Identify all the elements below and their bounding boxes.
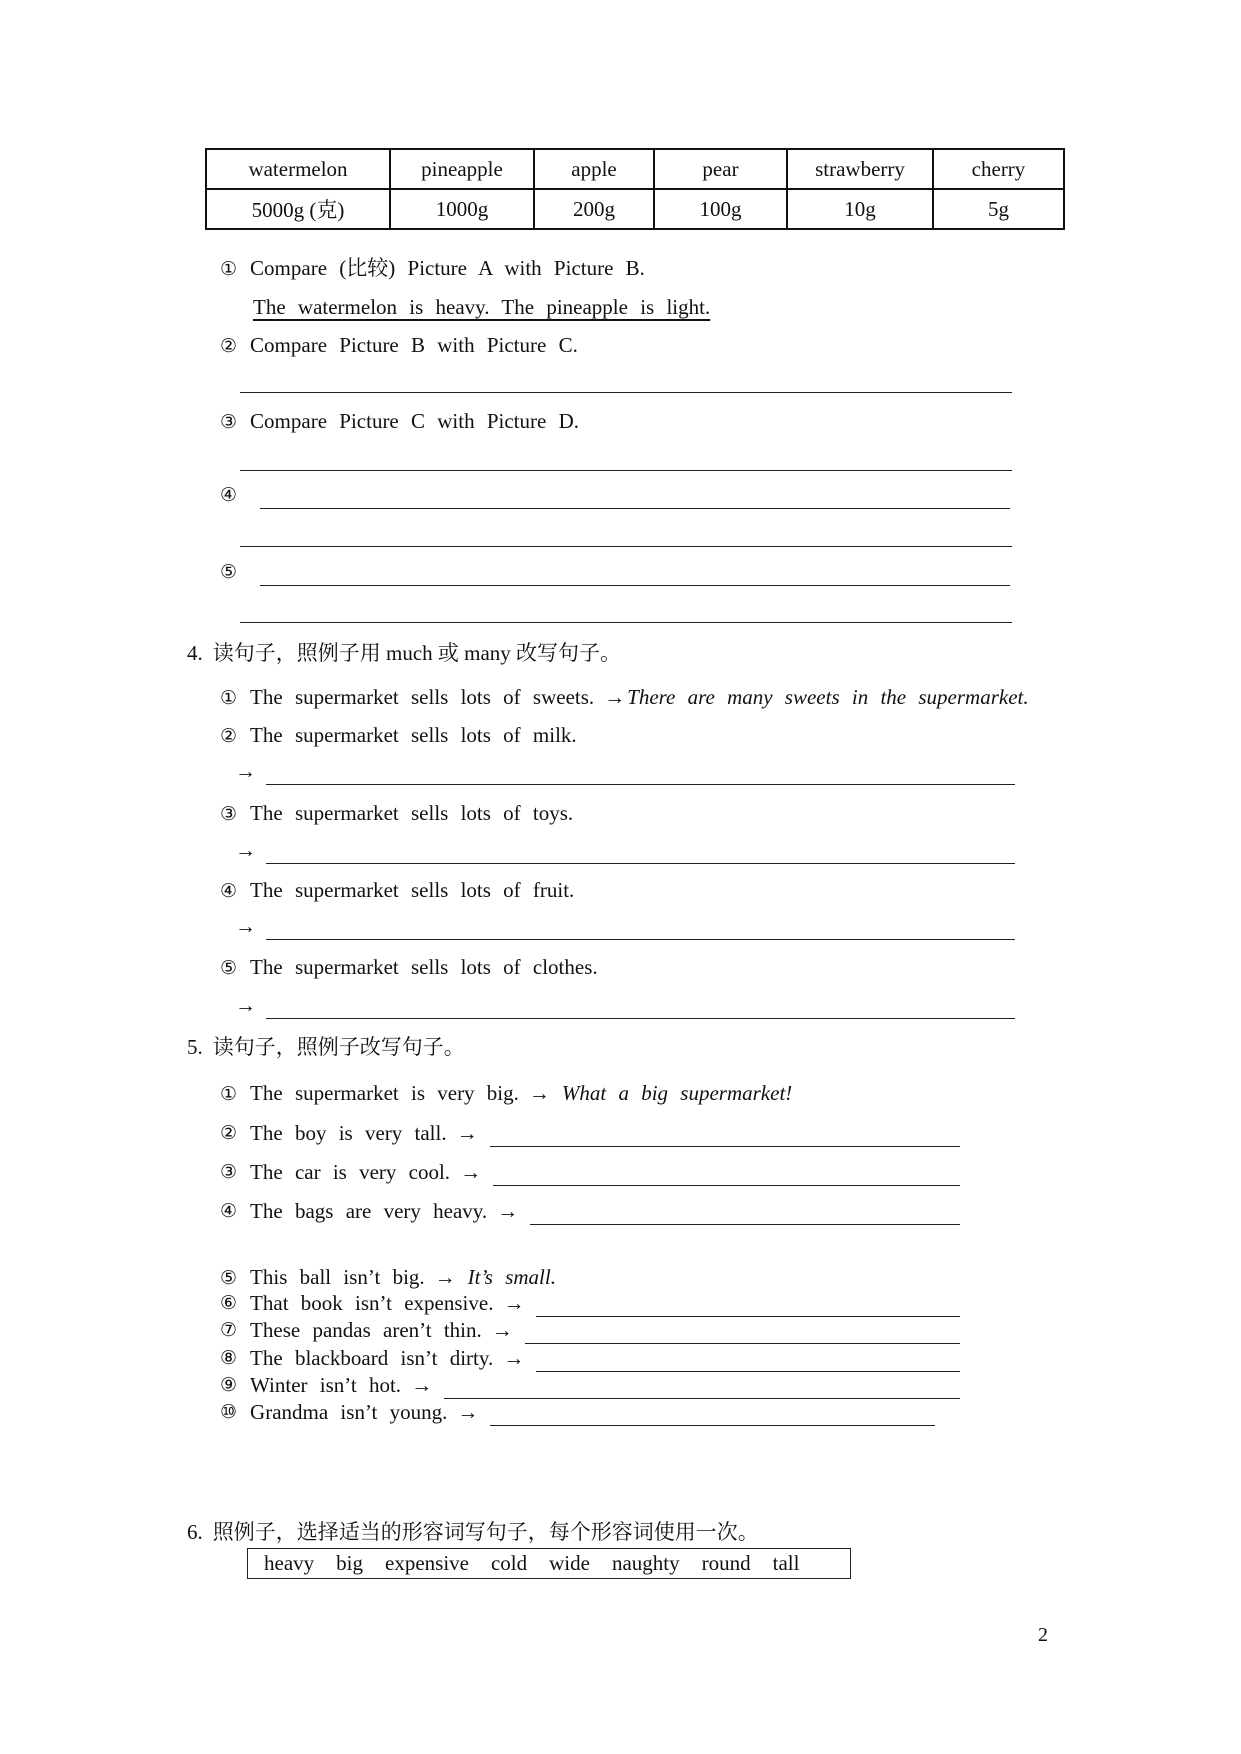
arrow-icon: → xyxy=(235,914,256,938)
compare-item-3 xyxy=(220,408,579,436)
section5-item-6-prompt: That book isn’t expensive. xyxy=(250,1291,494,1315)
section5-item-7 xyxy=(220,1317,960,1344)
arrow-icon: → xyxy=(503,1291,525,1315)
answer-line xyxy=(490,1400,935,1426)
section5-item-9-prompt: Winter isn’t hot. xyxy=(250,1373,402,1397)
arrow-icon: → xyxy=(604,685,626,709)
compare-item-1 xyxy=(220,255,645,283)
compare-item-1-example-answer: The watermelon is heavy. The pineapple is light. xyxy=(253,295,711,319)
section4-item-5-prompt: The supermarket sells lots of clothes. xyxy=(250,955,598,979)
adjective-word: heavy xyxy=(264,1551,315,1575)
arrow-icon: → xyxy=(411,1373,433,1397)
section5-item-10-prompt: Grandma isn’t young. xyxy=(250,1400,448,1424)
item-number: ① xyxy=(220,258,238,280)
section4-item-5 xyxy=(220,954,598,982)
answer-line xyxy=(536,1346,960,1372)
answer-line xyxy=(444,1373,960,1399)
arrow-icon: → xyxy=(434,1265,456,1289)
answer-line xyxy=(240,470,1012,471)
item-number: ③ xyxy=(220,803,238,825)
weight-table-header-row xyxy=(206,149,1064,189)
adjective-word-bank xyxy=(247,1548,851,1579)
section5-item-1 xyxy=(220,1080,792,1108)
adjective-word: big xyxy=(336,1551,363,1575)
arrow-icon: → xyxy=(235,993,256,1017)
section5-header xyxy=(187,1034,465,1061)
arrow-icon: → xyxy=(235,759,256,783)
section5-item-4-prompt: The bags are very heavy. xyxy=(250,1199,488,1223)
section5-title: 读句子，照例子改写句子。 xyxy=(212,1035,465,1059)
arrow-icon: → xyxy=(491,1318,513,1342)
item-number: ⑦ xyxy=(220,1319,238,1341)
item-number: ② xyxy=(220,1122,238,1144)
answer-line xyxy=(266,993,1015,1019)
answer-line xyxy=(536,1291,960,1317)
adjective-word: tall xyxy=(772,1551,800,1575)
item-number: ⑥ xyxy=(220,1292,238,1314)
section4-item-5-answer-row xyxy=(235,992,1015,1019)
weight-table xyxy=(205,148,1065,230)
answer-line xyxy=(530,1199,960,1225)
table-value-cell: 5000g (克) xyxy=(206,189,390,229)
section4-item-2-prompt: The supermarket sells lots of milk. xyxy=(250,723,577,747)
item-number: ③ xyxy=(220,411,238,433)
table-value-cell: 1000g xyxy=(390,189,534,229)
arrow-icon: → xyxy=(456,1121,478,1145)
arrow-icon: → xyxy=(457,1400,479,1424)
section5-item-2-prompt: The boy is very tall. xyxy=(250,1121,447,1145)
item-number: ⑤ xyxy=(220,561,238,583)
section5-item-4 xyxy=(220,1198,960,1225)
item-number: ⑧ xyxy=(220,1347,238,1369)
answer-line xyxy=(240,392,1012,393)
item-number: ⑤ xyxy=(220,1267,238,1289)
adjective-word: expensive xyxy=(385,1551,469,1575)
section4-item-4-prompt: The supermarket sells lots of fruit. xyxy=(250,878,575,902)
item-number: ② xyxy=(220,725,238,747)
section6-title: 照例子，选择适当的形容词写句子，每个形容词使用一次。 xyxy=(212,1520,759,1544)
section5-item-7-prompt: These pandas aren’t thin. xyxy=(250,1318,482,1342)
table-value-cell: 5g xyxy=(933,189,1064,229)
arrow-icon: → xyxy=(497,1199,519,1223)
answer-line xyxy=(266,914,1015,940)
item-number: ① xyxy=(220,687,238,709)
arrow-icon: → xyxy=(235,838,256,862)
section4-item-1-prompt: The supermarket sells lots of sweets. xyxy=(250,685,595,709)
section4-item-3-prompt: The supermarket sells lots of toys. xyxy=(250,801,574,825)
item-number: ⑩ xyxy=(220,1401,238,1423)
item-number: ① xyxy=(220,1083,238,1105)
table-header-cell: apple xyxy=(534,149,654,189)
section4-item-4 xyxy=(220,877,574,905)
item-number: ⑨ xyxy=(220,1374,238,1396)
adjective-word: wide xyxy=(549,1551,590,1575)
section4-item-1 xyxy=(220,684,1029,712)
table-header-cell: pineapple xyxy=(390,149,534,189)
answer-line xyxy=(266,759,1015,785)
section5-item-5 xyxy=(220,1264,556,1292)
answer-line xyxy=(260,560,1010,586)
section5-item-6 xyxy=(220,1290,960,1317)
section4-item-2-answer-row xyxy=(235,758,1015,785)
table-header-cell: strawberry xyxy=(787,149,933,189)
section4-header xyxy=(187,640,621,667)
section5-item-3-prompt: The car is very cool. xyxy=(250,1160,451,1184)
item-number: ② xyxy=(220,335,238,357)
table-header-cell: cherry xyxy=(933,149,1064,189)
section4-item-4-answer-row xyxy=(235,913,1015,940)
item-number: ⑤ xyxy=(220,957,238,979)
item-number: ③ xyxy=(220,1161,238,1183)
section5-item-8 xyxy=(220,1345,960,1372)
section5-item-1-example-answer: What a big supermarket! xyxy=(561,1081,793,1105)
answer-line xyxy=(266,838,1015,864)
item-number: ④ xyxy=(220,1200,238,1222)
section5-item-10 xyxy=(220,1399,935,1426)
section4-item-1-example-answer: There are many sweets in the supermarket. xyxy=(627,685,1029,709)
answer-line xyxy=(493,1160,960,1186)
item-number: ④ xyxy=(220,880,238,902)
section5-item-2 xyxy=(220,1120,960,1147)
section5-item-8-prompt: The blackboard isn’t dirty. xyxy=(250,1346,494,1370)
arrow-icon: → xyxy=(460,1160,482,1184)
adjective-word: cold xyxy=(490,1551,528,1575)
section4-item-3 xyxy=(220,800,573,828)
section4-item-2 xyxy=(220,722,577,750)
answer-line xyxy=(260,483,1010,509)
item-number: ④ xyxy=(220,484,238,506)
compare-item-1-prompt: Compare (比较) Picture A with Picture B. xyxy=(250,256,645,280)
table-header-cell: watermelon xyxy=(206,149,390,189)
page-number: 2 xyxy=(1038,1624,1048,1646)
weight-table-value-row xyxy=(206,189,1064,229)
section4-item-3-answer-row xyxy=(235,837,1015,864)
adjective-word: round xyxy=(701,1551,751,1575)
compare-item-2-prompt: Compare Picture B with Picture C. xyxy=(250,333,578,357)
section4-title: 读句子，照例子用 much 或 many 改写句子。 xyxy=(212,641,622,665)
answer-line xyxy=(525,1318,960,1344)
table-value-cell: 200g xyxy=(534,189,654,229)
compare-item-5 xyxy=(220,559,1010,586)
section5-item-3 xyxy=(220,1159,960,1186)
section5-item-5-prompt: This ball isn’t big. xyxy=(250,1265,425,1289)
section5-item-9 xyxy=(220,1372,960,1399)
table-value-cell: 10g xyxy=(787,189,933,229)
answer-line xyxy=(490,1121,960,1147)
section6-header xyxy=(187,1519,759,1546)
arrow-icon: → xyxy=(528,1081,550,1105)
answer-line xyxy=(240,622,1012,623)
arrow-icon: → xyxy=(503,1346,525,1370)
section5-item-5-example-answer: It’s small. xyxy=(467,1265,556,1289)
compare-item-2 xyxy=(220,332,578,360)
section5-item-1-prompt: The supermarket is very big. xyxy=(250,1081,519,1105)
section5-number: 5. xyxy=(187,1035,203,1059)
answer-line xyxy=(240,546,1012,547)
table-value-cell: 100g xyxy=(654,189,787,229)
section6-number: 6. xyxy=(187,1520,203,1544)
adjective-word: naughty xyxy=(611,1551,680,1575)
compare-item-3-prompt: Compare Picture C with Picture D. xyxy=(250,409,579,433)
compare-item-4 xyxy=(220,482,1010,509)
section4-number: 4. xyxy=(187,641,203,665)
table-header-cell: pear xyxy=(654,149,787,189)
